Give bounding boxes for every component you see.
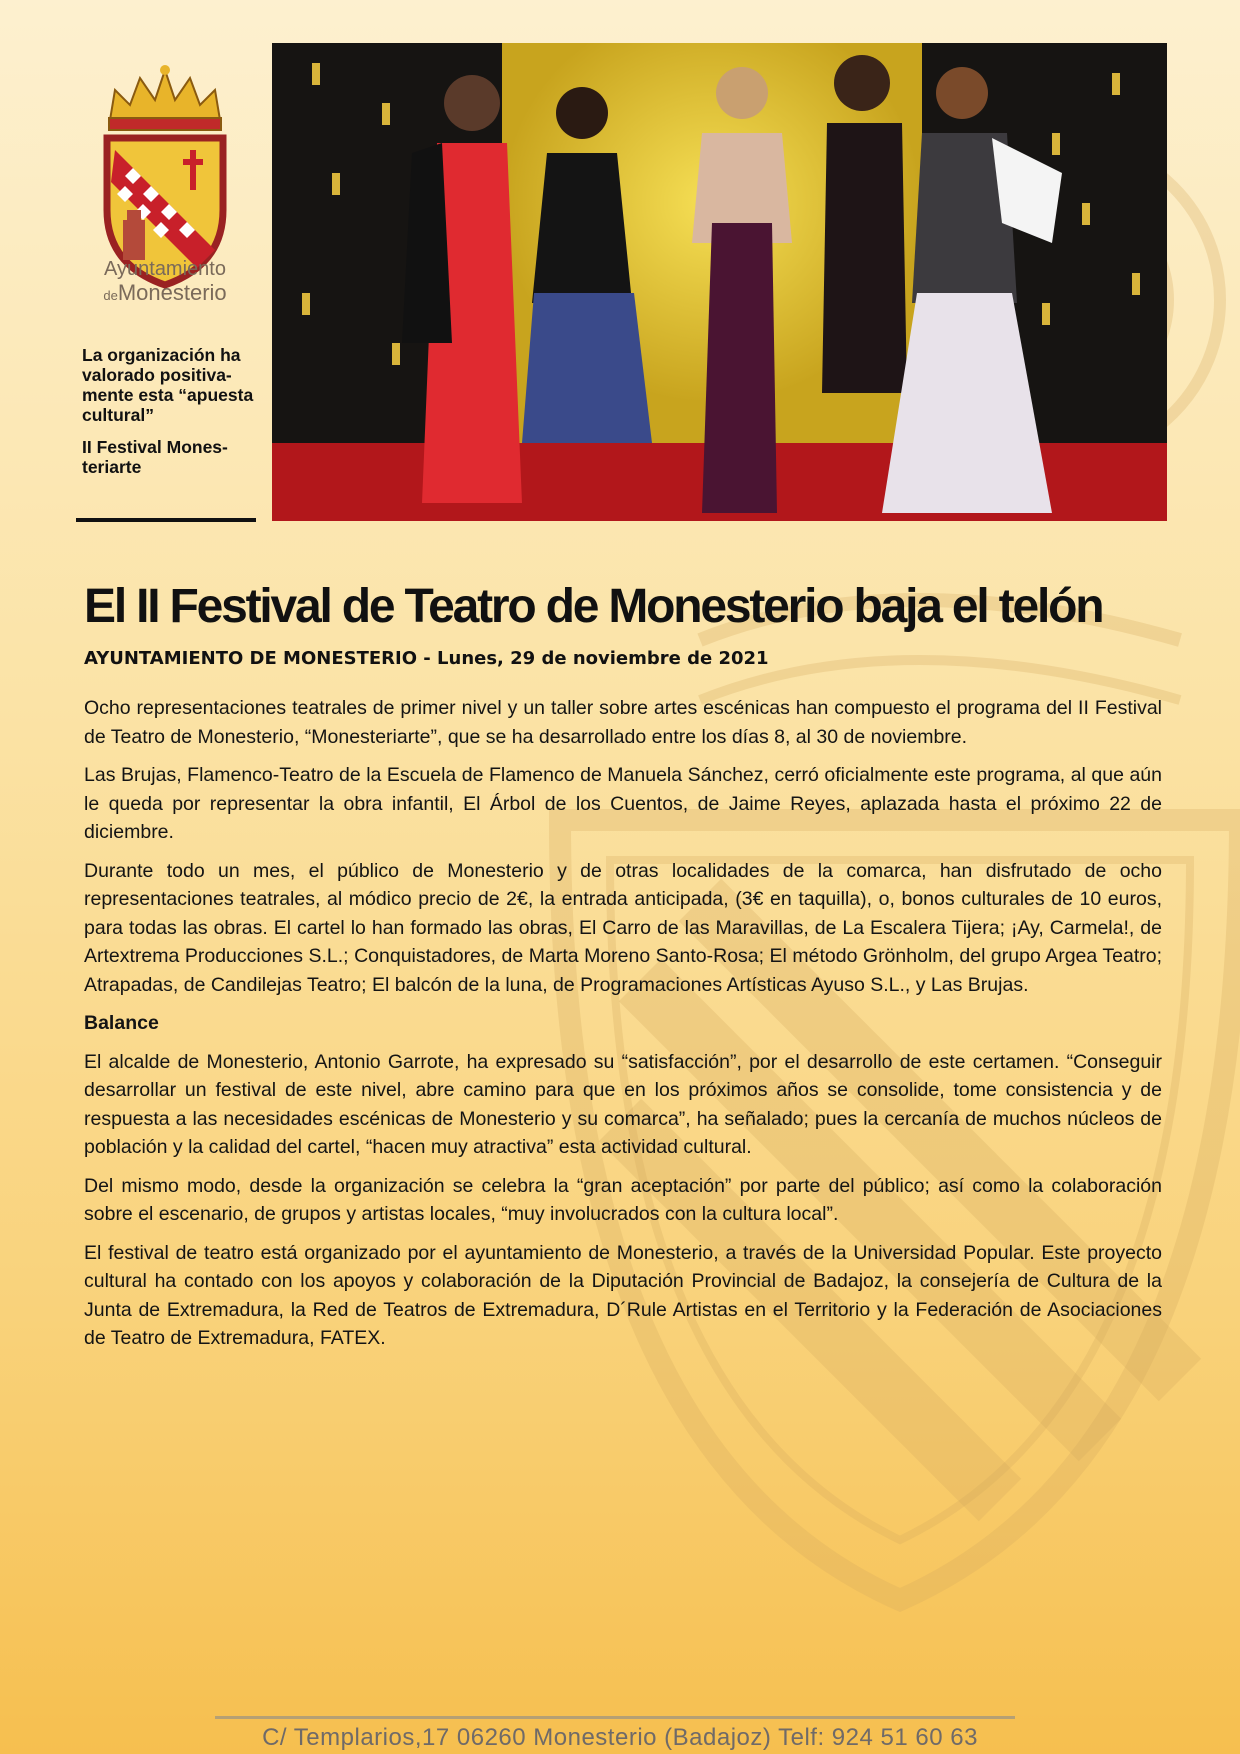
article-byline: AYUNTAMIENTO DE MONESTERIO - Lunes, 29 de noviembre de 2021 bbox=[84, 648, 769, 669]
paragraph: Ocho representaciones teatrales de primer nivel y un taller sobre artes escénicas han compuesto el programa del II Festival de Teatro de Monesterio, “Monesteriarte”, que se ha desarrollado entre los días 8, al 30 de noviembre. bbox=[84, 697, 1162, 748]
paragraph: El alcalde de Monesterio, Antonio Garrote, ha expresado su “satisfacción”, por el desarrollo de este certamen. “Conseguir desarrollar un festival de este nivel, abre camino para que en los próximos años se consolide, tome consistencia y de respuesta a las necesidades escénicas de Monesterio y su comarca”, ha señalado; pues la cercanía de muchos núcleos de población y la calidad del cartel, “hacen muy atractiva” esta actividad cultural. bbox=[84, 1050, 1162, 1158]
footer-address: C/ Templarios,17 06260 Monesterio (Badajoz) Telf: 924 51 60 63 bbox=[262, 1724, 978, 1751]
logo-line-2 bbox=[80, 280, 250, 306]
paragraph: Durante todo un mes, el público de Monesterio y de otras localidades de la comarca, han disfrutado de ocho representaciones teatrales, al módico precio de 2€, la entrada anticipada, (3€ en taquilla), o, bonos culturales de 10 euros, para todas las obras. El cartel lo han formado las obras, El Carro de las Maravillas, de La Escalera Tijera; ¡Ay, Carmela!, de Artextrema Producciones S.L.; Conquistadores, de Marta Moreno Santo-Rosa; El método Grönholm, del grupo Argea Teatro; Atrapadas, de Candilejas Teatro; El balcón de la luna, de Programaciones Artísticas Ayuso S.L., y Las Brujas. bbox=[84, 859, 1162, 996]
pull-quote-caption: II Festival Mones-teriarte bbox=[82, 437, 228, 477]
article-body bbox=[84, 694, 1162, 1363]
section-subheading: Balance bbox=[84, 1012, 159, 1034]
footer-divider bbox=[215, 1716, 1015, 1719]
paragraph: Del mismo modo, desde la organización se celebra la “gran aceptación” por parte del público; así como la colaboración sobre el escenario, de grupos y artistas locales, “muy involucrados con la cultura local”. bbox=[84, 1174, 1162, 1225]
sidebar-pull-quote bbox=[82, 345, 260, 489]
logo-line-2-name: Monesterio bbox=[117, 280, 227, 305]
group-photo-icon bbox=[272, 43, 1167, 521]
paragraph: Las Brujas, Flamenco-Teatro de la Escuela de Flamenco de Manuela Sánchez, cerró oficialmente este programa, al que aún le queda por representar la obra infantil, El Árbol de los Cuentos, de Jaime Reyes, aplazada hasta el próximo 22 de diciembre. bbox=[84, 764, 1162, 843]
sidebar-divider bbox=[76, 518, 256, 522]
logo-line-1: Ayuntamiento bbox=[104, 258, 226, 280]
article-headline: El II Festival de Teatro de Monesterio baja el telón bbox=[84, 580, 1103, 633]
pull-quote-text: La organización ha valorado positiva-mente esta “apuesta cultural” bbox=[82, 345, 254, 425]
logo-line-2-prefix: de bbox=[103, 288, 118, 303]
paragraph: El festival de teatro está organizado por el ayuntamiento de Monesterio, a través de la Universidad Popular. Este proyecto cultural ha contado con los apoyos y colaboración de la Diputación Provincial de Badajoz, la consejería de Cultura de la Junta de Extremadura, la Red de Teatros de Extremadura, D´Rule Artistas en el Territorio y la Federación de Asociaciones de Teatro de Extremadura, FATEX. bbox=[84, 1241, 1162, 1349]
